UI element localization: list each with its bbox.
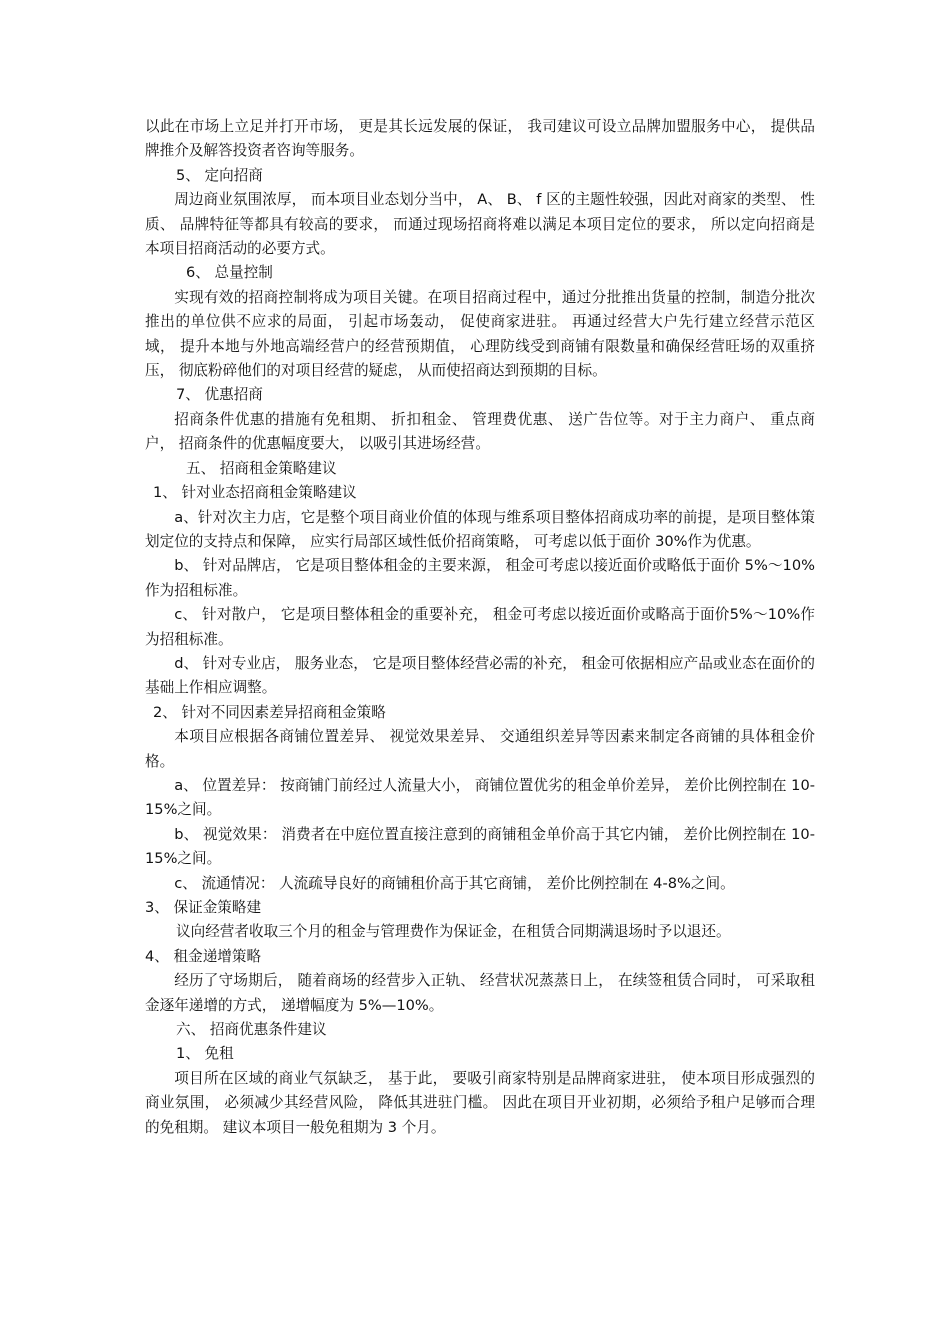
paragraph-rent-increase: 经历了守场期后， 随着商场的经营步入正轨、 经营状况蒸蒸日上， 在续签租赁合同时， 可采取租金逐年递增的方式， 递增幅度为 5%—10%。: [145, 972, 815, 1014]
paragraph-item-a-anchor: a、针对次主力店，它是整个项目商业价值的体现与维系项目整体招商成功率的前提，是项目整体策划定位的支持点和保障， 应实行局部区域性低价招商策略， 可考虑以低于面价 30%作为优惠。: [145, 508, 815, 550]
paragraph-factor-flow: c、 流通情况： 人流疏导良好的商铺租价高于其它商铺， 差价比例控制在 4-8%之间。: [174, 874, 735, 892]
paragraph-item-d-specialty: d、 针对专业店， 服务业态， 它是项目整体经营必需的补充， 租金可依据相应产品或业态在面价的基础上作相应调整。: [145, 654, 815, 697]
paragraph-factor-location: a、 位置差异： 按商铺门前经过人流量大小， 商铺位置优劣的租金单价差异， 差价比例控制在 10-15%之间。: [145, 776, 815, 819]
heading-rent-free: 1、 免租: [176, 1045, 234, 1063]
heading-rent-increase: 4、 租金递增策略: [145, 947, 262, 965]
heading-deposit-strategy: 3、 保证金策略建: [145, 899, 262, 916]
heading-targeted-leasing: 5、 定向招商: [176, 166, 263, 184]
heading-format-rent-strategy: 1、 针对业态招商租金策略建议: [153, 484, 357, 502]
paragraph-item-c-retail: c、 针对散户， 它是项目整体租金的重要补充， 租金可考虑以接近面价或略高于面价5%～10%作为招租标准。: [145, 606, 815, 648]
paragraph-item-b-brand: b、 针对品牌店， 它是项目整体租金的主要来源， 租金可考虑以接近面价或略低于面价 5%～10%作为招租标准。: [145, 557, 815, 599]
section-heading-rent-strategy: 五、 招商租金策略建议: [186, 459, 337, 477]
section-heading-incentives: 六、 招商优惠条件建议: [176, 1021, 327, 1039]
paragraph-targeted-leasing: 周边商业氛围浓厚， 而本项目业态划分当中， A、 B、 f 区的主题性较强，因此对商家的类型、 性质、 品牌特征等都具有较高的要求， 而通过现场招商将难以满足本项目定位的要求， 所以定向招商是本项目招商活动的必要方式。: [145, 191, 815, 258]
heading-preferential-leasing: 7、 优惠招商: [176, 386, 263, 404]
heading-total-control: 6、 总量控制: [186, 264, 273, 282]
document-body: [145, 115, 815, 1140]
paragraph-factor-visual: b、 视觉效果： 消费者在中庭位置直接注意到的商铺租金单价高于其它内铺， 差价比例控制在 10-15%之间。: [145, 825, 815, 868]
heading-factor-rent-strategy: 2、 针对不同因素差异招商租金策略: [153, 703, 386, 721]
paragraph-factor-intro: 本项目应根据各商铺位置差异、 视觉效果差异、 交通组织差异等因素来制定各商铺的具体租金价格。: [145, 728, 815, 770]
paragraph-rent-free: 项目所在区域的商业气氛缺乏， 基于此， 要吸引商家特别是品牌商家进驻， 使本项目形成强烈的商业氛围， 必须减少其经营风险， 降低其进驻门槛。 因此在项目开业初期，必须给予租户足够而合理的免租期。 建议本项目一般免租期为 3 个月。: [145, 1069, 815, 1136]
paragraph-deposit-strategy: 议向经营者收取三个月的租金与管理费作为保证金，在租赁合同期满退场时予以退还。: [176, 923, 731, 941]
paragraph-brand-service: 以此在市场上立足并打开市场， 更是其长远发展的保证， 我司建议可设立品牌加盟服务中心， 提供品牌推介及解答投资者咨询等服务。: [145, 118, 815, 160]
paragraph-total-control: 实现有效的招商控制将成为项目关键。在项目招商过程中，通过分批推出货量的控制，制造分批次推出的单位供不应求的局面， 引起市场轰动， 促使商家进驻。 再通过经营大户先行建立经营示范区域， 提升本地与外地高端经营户的经营预期值， 心理防线受到商铺有限数量和确保经营旺场的双重挤压， 彻底粉碎他们的对项目经营的疑虑， 从而使招商达到预期的目标。: [145, 288, 815, 380]
paragraph-preferential-leasing: 招商条件优惠的措施有免租期、 折扣租金、 管理费优惠、 送广告位等。对于主力商户、 重点商户， 招商条件的优惠幅度要大， 以吸引其进场经营。: [145, 410, 815, 453]
